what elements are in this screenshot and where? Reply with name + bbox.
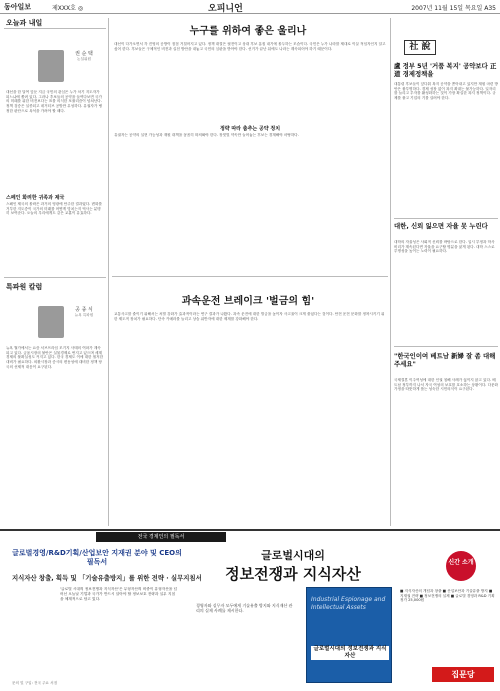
divider xyxy=(4,277,106,278)
divider xyxy=(112,276,388,277)
book-cover-title: 글로벌시대의 정보전쟁과 지식자산 xyxy=(311,646,389,660)
page-date: 2007년 11월 15일 목요일 A35 xyxy=(411,5,496,12)
editorial-body-3: 국제결혼 이주여성에 대한 인권 침해 사례가 끊이지 않고 있다. 베트남 정부까지 나서 자국 여성의 보호를 호소하는 상황이다. 다문화 가정을 따뜻하게 품는 성숙한 시민의식이 요구된다. xyxy=(394,378,498,392)
book-cover-image xyxy=(306,587,392,683)
publisher-logo: 집문당 xyxy=(432,667,494,682)
second-article-title: 과속운전 브레이크 '벌금의 힘' xyxy=(181,296,315,307)
column-divider xyxy=(390,18,391,526)
author-byline xyxy=(66,306,102,318)
ad-subtitle: 지식자산 창출, 획득 및 「기술유출방지」를 위한 전략 · 실무지침서 xyxy=(12,574,202,582)
editorial-headline-3: "한국인이여 베트남 新婦 잘 좀 대해 주세요" xyxy=(394,352,496,368)
special-column-header: 특파원 칼럼 xyxy=(6,283,43,291)
book-english-title: Industrial Espionage and Intellectual Assets xyxy=(311,596,386,611)
special-column-body: 뉴욕 월가에서는 요즘 서브프라임 모기지 사태의 여파가 계속되고 있다. 금융시장의 불안은 실물경제로 번지고 있으며 세계 경제의 불확실성도 커지고 있다. 한국 경제도 이에 대한 철저한 대비가 필요하다. 외환시장과 증시의 변동성에 대비한 정책 당국의 선제적 대응이 요구된다. xyxy=(6,346,104,369)
editorial-headline-1: 盧 정부 5년 '거품 복지' 공약보다 正道 경제정책을 xyxy=(394,62,497,78)
author-title: 뉴욕 특파원 xyxy=(74,313,94,317)
left-column-body: 대선을 한 달여 앞둔 지금 국민의 관심은 누가 차기 지도자가 되느냐에 쏠려 있다. 그러나 후보들의 공약을 들여다보면 국가의 미래를 위한 비전보다는 표를 의식한 포퓰리즘이 넘쳐난다. 정책 검증은 실종되고 네거티브 공방만 무성하다. 유권자가 냉정한 판단으로 옥석을 가려야 할 때다. xyxy=(6,90,102,113)
issue-number: 제XXX호 ◎ xyxy=(52,5,84,12)
ad-footer: 문의 및 구입: 전국 주요 서점 xyxy=(12,681,58,685)
left-column-body2: 스페인 제국의 몰락은 과거의 영광에 안주한 결과였다. 변화를 거부한 지도층이 국가의 미래를 어떻게 망치는지 역사는 분명히 보여준다. 오늘의 우리에게도 같은 교훈이 유효하다. xyxy=(6,202,102,216)
editorial-body-1: 대통령 후보들이 앞다퉈 복지 공약을 쏟아내고 있지만 재원 마련 방안은 불투명하다. 경제 성장 없이 복지 확대는 불가능하다. 일자리를 늘리고 투자를 활성화하는 것이 가장 확실한 복지 정책이다. 규제를 풀고 기업의 기를 살려야 한다. xyxy=(394,82,498,101)
ad-big-title-line1: 글로벌시대의 xyxy=(261,549,325,562)
editorial-tag: 社 說 xyxy=(404,40,436,55)
newspaper-logo: 동아일보 xyxy=(4,3,32,11)
ad-quote: '글로벌 시대의 정보전쟁과 지식자산'은 무형자산의 비중이 유형자산을 넘어선 오늘날 기업과 국가가 반드시 알아야 할 정보보호 전략과 실무 지침을 체계적으로 담고 있다. xyxy=(60,587,178,601)
editorial-headline-2: 대한, 신뢰 잃으면 자율 못 누린다 xyxy=(394,222,488,230)
editorial-body-2: 대학의 자율성은 사회적 신뢰를 바탕으로 한다. 입시 부정과 학사 비리가 계속된다면 자율을 요구할 명분을 잃게 된다. 대학 스스로 투명성을 높이는 노력이 필요하다. xyxy=(394,240,495,254)
top-article-subhead: 정략 따라 춤추는 공약 정치 xyxy=(219,126,281,132)
ad-big-title-line2: 정보전쟁과 지식자산 xyxy=(225,565,361,583)
top-article-body: 대선이 다가오면서 각 진영의 공방이 점점 거칠어지고 있다. 정책 대결은 뒷전이고 상대 후보 흠집 내기에 몰두하는 모습이다. 국민은 누가 나라를 제대로 이끌 적임자인지 알고 싶어 한다. 후보들은 구체적인 비전과 실천 방안을 내놓고 국민의 심판을 받아야 한다. 선거가 끝난 뒤에도 나라는 계속되어야 하기 때문이다. xyxy=(114,42,386,51)
ad-info: ■ 지식자산의 개념과 창출 ■ 산업보안과 기술유출 방지 ■ 지재권 전략 ■ 정보전쟁의 실제 ■ 글로벌 경영과 R&D 기획 정가 25,000원 xyxy=(400,589,495,603)
top-article-body2: 유권자는 공약의 실현 가능성과 재원 대책을 꼼꼼히 따져봐야 한다. 장밋빛 약속만 늘어놓는 후보는 경계해야 마땅하다. xyxy=(114,133,299,137)
ad-quote-2: 경영자와 실무자 모두에게 기술유출 방지와 지식재산 관리의 실제 사례를 제시한다. xyxy=(196,603,293,614)
author-photo xyxy=(38,50,64,82)
author-name: 권 순 택 xyxy=(75,51,93,57)
author-name: 공 종 식 xyxy=(75,307,93,313)
section-title: 오피니언 xyxy=(208,4,243,14)
divider xyxy=(394,218,498,219)
top-article-title: 누구를 위하여 좋은 울리나 xyxy=(189,26,307,37)
author-photo xyxy=(38,306,64,338)
left-column-subhead: 스페인 화려한 귀족과 제국 xyxy=(6,195,65,201)
column-divider xyxy=(108,18,109,526)
divider xyxy=(4,28,106,29)
author-title: 논설위원 xyxy=(77,57,91,61)
advertisement[interactable] xyxy=(0,529,500,691)
author-byline xyxy=(66,50,102,62)
ad-small-title: 글로벌경영/R&D기획/산업보안 지재권 분야 및 CEO의 필독서 xyxy=(12,549,182,566)
left-column-header: 오늘과 내일 xyxy=(6,19,43,27)
ad-top-label: 전국 경제인의 필독서 xyxy=(96,532,226,542)
new-book-badge: 신간 소개 xyxy=(446,551,476,581)
divider xyxy=(394,346,498,347)
masthead xyxy=(0,0,500,14)
second-article-body: 교통사고를 줄이기 위해서는 처벌 강화가 효과적이라는 연구 결과가 나왔다. 과속 운전에 대한 벌금을 높이자 사고율이 크게 줄었다는 것이다. 안전 운전 문화를 정착시키기 위한 제도적 장치가 필요하다. 단속 카메라를 늘리고 상습 위반자에 대한 제재를 강화해야 한다. xyxy=(114,312,385,321)
